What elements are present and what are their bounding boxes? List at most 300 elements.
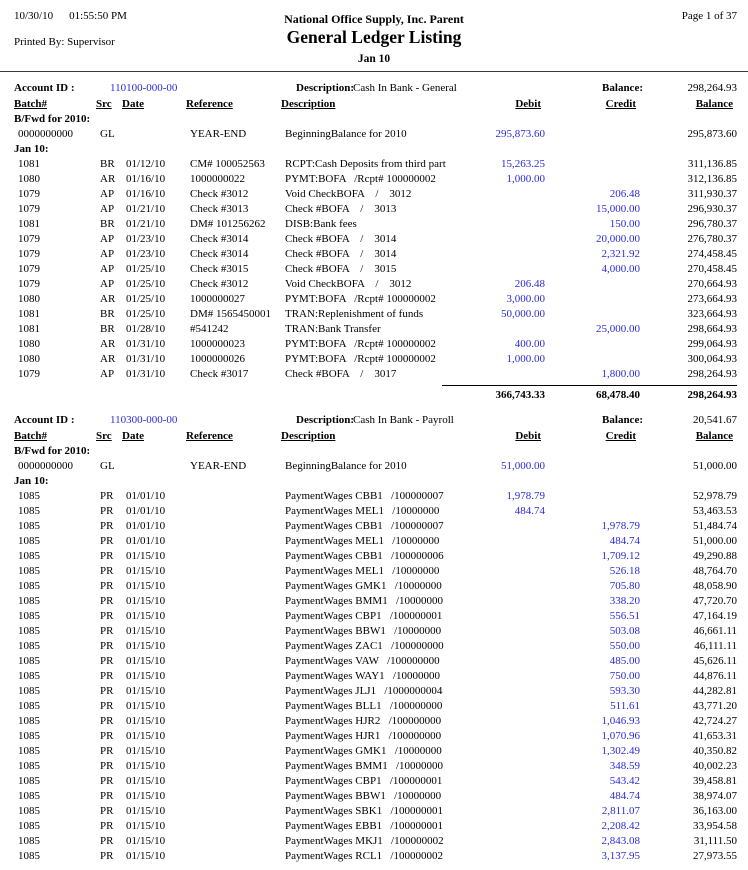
account-id-link[interactable]: 110100-000-00: [110, 82, 178, 94]
cell-batch: 1079: [18, 188, 40, 200]
cell-debit: [467, 187, 545, 202]
cell-batch: 1085: [18, 790, 40, 802]
cell-reference: YEAR-END: [190, 128, 247, 140]
cell-credit: [545, 127, 640, 142]
cell-src: PR: [100, 775, 114, 787]
table-row: [0, 459, 748, 474]
cell-description: PaymentWages MEL1 /10000000: [285, 565, 440, 577]
cell-src: PR: [100, 685, 114, 697]
report-time: 01:55:50 PM: [69, 10, 127, 22]
cell-debit: [467, 804, 545, 819]
cell-batch: 0000000000: [18, 460, 73, 472]
report-title: General Ledger Listing: [286, 27, 462, 47]
cell-description: PaymentWages BLL1 /100000000: [285, 700, 443, 712]
cell-reference: [190, 819, 285, 834]
cell-batch: 0000000000: [18, 128, 73, 140]
cell-date: 01/15/10: [126, 730, 166, 742]
cell-reference: [190, 564, 285, 579]
cell-credit[interactable]: 1,302.49: [601, 745, 640, 757]
cell-balance: 49,290.88: [693, 550, 737, 562]
cell-balance: 33,954.58: [693, 820, 737, 832]
cell-date: 01/15/10: [126, 700, 166, 712]
cell-src: PR: [100, 700, 114, 712]
cell-credit: [545, 172, 640, 187]
cell-reference: [190, 654, 285, 669]
cell-debit: [467, 684, 545, 699]
cell-src: PR: [100, 715, 114, 727]
cell-src: AP: [100, 263, 115, 275]
cell-balance: 43,771.20: [693, 700, 737, 712]
cell-batch: 1081: [18, 218, 40, 230]
cell-credit: [545, 292, 640, 307]
cell-debit[interactable]: 295,873.60: [495, 128, 545, 140]
cell-date: 01/28/10: [126, 323, 166, 335]
cell-credit[interactable]: 2,321.92: [601, 248, 640, 260]
cell-debit[interactable]: 1,978.79: [506, 490, 545, 502]
table-row: [0, 292, 748, 307]
cell-debit: [467, 367, 545, 382]
cell-reference: [190, 534, 285, 549]
cell-balance: 52,978.79: [693, 490, 737, 502]
cell-reference: [190, 669, 285, 684]
column-header-balance: Balance: [695, 98, 733, 110]
printed-by: Printed By: Supervisor: [14, 36, 115, 48]
cell-src: PR: [100, 490, 114, 502]
cell-credit[interactable]: 338.20: [609, 595, 640, 607]
cell-balance: 296,930.37: [687, 203, 737, 215]
cell-debit: [467, 624, 545, 639]
cell-debit: [467, 759, 545, 774]
cell-description: BeginningBalance for 2010: [285, 128, 407, 140]
cell-balance: 276,780.37: [687, 233, 737, 245]
cell-credit: [545, 489, 640, 504]
cell-debit: [467, 699, 545, 714]
cell-debit[interactable]: 3,000.00: [506, 293, 545, 305]
cell-src: AP: [100, 368, 115, 380]
table-row: [0, 202, 748, 217]
cell-balance: 48,058.90: [693, 580, 737, 592]
cell-src: AP: [100, 278, 115, 290]
cell-src: PR: [100, 835, 114, 847]
cell-balance: 40,350.82: [693, 745, 737, 757]
cell-batch: 1085: [18, 730, 40, 742]
cell-src: PR: [100, 670, 114, 682]
table-row: [0, 834, 748, 849]
cell-src: PR: [100, 820, 114, 832]
cell-reference: [190, 549, 285, 564]
cell-credit: [545, 504, 640, 519]
cell-reference: [190, 699, 285, 714]
cell-credit: [545, 459, 640, 474]
cell-credit[interactable]: 526.18: [609, 565, 640, 577]
cell-src: AR: [100, 173, 116, 185]
cell-batch: 1080: [18, 293, 40, 305]
cell-credit[interactable]: 511.61: [610, 700, 640, 712]
cell-debit[interactable]: 206.48: [514, 278, 545, 290]
cell-debit: [467, 579, 545, 594]
cell-src: AR: [100, 353, 116, 365]
cell-description: PaymentWages HJR2 /100000000: [285, 715, 442, 727]
cell-debit: [467, 262, 545, 277]
cell-reference: [190, 804, 285, 819]
cell-balance: 46,111.11: [694, 640, 737, 652]
cell-date: [126, 127, 190, 142]
cell-description: PaymentWages VAW /100000000: [285, 655, 440, 667]
cell-src: AP: [100, 203, 115, 215]
cell-src: AP: [100, 188, 115, 200]
cell-debit[interactable]: 51,000.00: [501, 460, 545, 472]
cell-batch: 1080: [18, 338, 40, 350]
cell-src: BR: [100, 323, 115, 335]
cell-description: Check #BOFA / 3014: [285, 248, 397, 260]
cell-credit[interactable]: 1,709.12: [601, 550, 640, 562]
cell-src: PR: [100, 625, 114, 637]
cell-src: AP: [100, 248, 115, 260]
cell-batch: 1085: [18, 520, 40, 532]
group-row: [0, 112, 748, 127]
cell-credit[interactable]: 484.74: [609, 535, 640, 547]
cell-batch: 1085: [18, 535, 40, 547]
cell-description: TRAN:Replenishment of funds: [285, 308, 424, 320]
cell-date: 01/25/10: [126, 278, 166, 290]
group-label: Jan 10:: [14, 475, 49, 487]
cell-reference: [190, 714, 285, 729]
cell-debit: [467, 744, 545, 759]
cell-balance: 46,661.11: [693, 625, 737, 637]
cell-balance: 311,136.85: [687, 158, 737, 170]
cell-balance: 44,282.81: [693, 685, 737, 697]
cell-src: PR: [100, 850, 114, 862]
cell-batch: 1085: [18, 715, 40, 727]
cell-balance: 51,484.74: [693, 520, 737, 532]
cell-debit: [467, 202, 545, 217]
account-balance: 298,264.93: [687, 82, 737, 94]
cell-description: PaymentWages MEL1 /10000000: [285, 535, 440, 547]
cell-date: 01/31/10: [126, 353, 166, 365]
cell-reference: Check #3014: [190, 248, 249, 260]
cell-date: 01/16/10: [126, 173, 166, 185]
cell-credit[interactable]: 1,046.93: [601, 715, 640, 727]
cell-balance: 270,458.45: [687, 263, 737, 275]
cell-balance: 295,873.60: [687, 128, 737, 140]
cell-balance: 53,463.53: [693, 505, 737, 517]
cell-credit[interactable]: 750.00: [609, 670, 640, 682]
column-header-batch: Batch#: [14, 430, 47, 442]
cell-src: PR: [100, 745, 114, 757]
cell-date: 01/15/10: [126, 835, 166, 847]
cell-src: PR: [100, 640, 114, 652]
table-row: [0, 714, 748, 729]
cell-src: PR: [100, 580, 114, 592]
cell-batch: 1085: [18, 760, 40, 772]
table-row: [0, 127, 748, 142]
cell-debit: [467, 322, 545, 337]
cell-balance: 273,664.93: [687, 293, 737, 305]
company-name: National Office Supply, Inc. Parent: [284, 12, 464, 26]
cell-date: 01/23/10: [126, 248, 166, 260]
account-id-label: Account ID :: [14, 82, 75, 94]
cell-src: AR: [100, 293, 116, 305]
cell-description: PYMT:BOFA /Rcpt# 100000002: [285, 353, 436, 365]
cell-src: PR: [100, 655, 114, 667]
cell-description: Check #BOFA / 3014: [285, 233, 397, 245]
cell-debit[interactable]: 50,000.00: [501, 308, 545, 320]
cell-balance: 40,002.23: [693, 760, 737, 772]
cell-debit: [467, 534, 545, 549]
account-id-label: Account ID :: [14, 414, 75, 426]
column-header-date: Date: [122, 98, 144, 110]
cell-debit[interactable]: 1,000.00: [506, 353, 545, 365]
cell-src: GL: [100, 460, 115, 472]
cell-description: PaymentWages CBB1 /100000007: [285, 520, 444, 532]
cell-src: PR: [100, 535, 114, 547]
table-row: [0, 352, 748, 367]
report-header: [0, 0, 748, 72]
cell-credit[interactable]: 25,000.00: [596, 323, 640, 335]
cell-reference: Check #3014: [190, 233, 249, 245]
cell-reference: [190, 789, 285, 804]
cell-batch: 1085: [18, 850, 40, 862]
cell-src: PR: [100, 505, 114, 517]
cell-date: 01/21/10: [126, 218, 166, 230]
table-row: [0, 187, 748, 202]
cell-description: PaymentWages BBW1 /10000000: [285, 790, 442, 802]
account-description: Cash In Bank - General: [353, 82, 457, 94]
table-row: [0, 367, 748, 382]
account-totals: [0, 385, 748, 403]
cell-date: 01/15/10: [126, 610, 166, 622]
cell-credit[interactable]: 593.30: [609, 685, 640, 697]
cell-balance: 27,973.55: [693, 850, 737, 862]
cell-credit[interactable]: 20,000.00: [596, 233, 640, 245]
cell-date: 01/15/10: [126, 805, 166, 817]
column-header-batch: Batch#: [14, 98, 47, 110]
cell-date: 01/25/10: [126, 308, 166, 320]
cell-reference: [190, 579, 285, 594]
accounts: [0, 72, 748, 864]
cell-description: Check #BOFA / 3015: [285, 263, 397, 275]
column-header-debit: Debit: [515, 430, 541, 442]
table-row: [0, 789, 748, 804]
table-row: [0, 262, 748, 277]
cell-batch: 1085: [18, 655, 40, 667]
cell-credit[interactable]: 705.80: [609, 580, 640, 592]
cell-src: BR: [100, 308, 115, 320]
account-balance-label: Balance:: [602, 414, 643, 426]
cell-reference: Check #3017: [190, 368, 249, 380]
cell-date: 01/31/10: [126, 338, 166, 350]
cell-credit[interactable]: 206.48: [609, 188, 640, 200]
cell-balance: 296,780.37: [687, 218, 737, 230]
table-row: [0, 549, 748, 564]
cell-reference: DM# 101256262: [190, 218, 266, 230]
cell-credit[interactable]: 2,208.42: [601, 820, 640, 832]
cell-credit[interactable]: 4,000.00: [601, 263, 640, 275]
cell-description: BeginningBalance for 2010: [285, 460, 407, 472]
table-row: [0, 609, 748, 624]
column-headers: [0, 96, 748, 112]
column-header-description: Description: [281, 98, 336, 110]
cell-date: 01/15/10: [126, 550, 166, 562]
cell-batch: 1081: [18, 158, 40, 170]
cell-description: PaymentWages BMM1 /10000000: [285, 760, 443, 772]
table-row: [0, 322, 748, 337]
table-row: [0, 217, 748, 232]
cell-reference: [190, 684, 285, 699]
cell-balance: 300,064.93: [687, 353, 737, 365]
cell-debit: [467, 729, 545, 744]
cell-src: PR: [100, 760, 114, 772]
cell-batch: 1079: [18, 248, 40, 260]
cell-credit[interactable]: 2,811.07: [601, 805, 640, 817]
cell-credit: [545, 352, 640, 367]
report-date: 10/30/10: [14, 10, 54, 22]
column-header-credit: Credit: [605, 98, 636, 110]
cell-balance: 38,974.07: [693, 790, 737, 802]
cell-src: BR: [100, 218, 115, 230]
cell-credit[interactable]: 1,800.00: [601, 368, 640, 380]
total-debit: 366,743.33: [442, 385, 545, 403]
cell-debit[interactable]: 484.74: [514, 505, 545, 517]
cell-description: Check #BOFA / 3013: [285, 203, 397, 215]
cell-debit: [467, 217, 545, 232]
cell-reference: [190, 774, 285, 789]
cell-batch: 1079: [18, 368, 40, 380]
cell-reference: 1000000027: [190, 293, 245, 305]
cell-reference: DM# 1565450001: [190, 308, 271, 320]
cell-debit[interactable]: 15,263.25: [501, 158, 545, 170]
table-row: [0, 337, 748, 352]
cell-date: 01/15/10: [126, 655, 166, 667]
table-row: [0, 307, 748, 322]
table-row: [0, 744, 748, 759]
column-header-reference: Reference: [186, 430, 233, 442]
account-header: [0, 413, 748, 428]
cell-balance: 44,876.11: [693, 670, 737, 682]
table-row: [0, 564, 748, 579]
cell-batch: 1079: [18, 233, 40, 245]
table-row: [0, 247, 748, 262]
cell-credit[interactable]: 15,000.00: [596, 203, 640, 215]
table-row: [0, 819, 748, 834]
cell-credit[interactable]: 550.00: [609, 640, 640, 652]
cell-batch: 1085: [18, 625, 40, 637]
cell-balance: 41,653.31: [693, 730, 737, 742]
cell-credit[interactable]: 3,137.95: [601, 850, 640, 862]
cell-credit[interactable]: 348.59: [609, 760, 640, 772]
cell-description: Void CheckBOFA / 3012: [285, 278, 412, 290]
cell-credit[interactable]: 485.00: [609, 655, 640, 667]
cell-reference: [190, 504, 285, 519]
cell-debit: [467, 247, 545, 262]
total-balance: 298,264.93: [640, 385, 737, 403]
cell-date: 01/01/10: [126, 490, 166, 502]
cell-credit[interactable]: 1,070.96: [601, 730, 640, 742]
cell-batch: 1085: [18, 685, 40, 697]
cell-date: 01/21/10: [126, 203, 166, 215]
cell-date: 01/15/10: [126, 850, 166, 862]
cell-credit[interactable]: 543.42: [609, 775, 640, 787]
cell-reference: [190, 489, 285, 504]
cell-batch: 1081: [18, 308, 40, 320]
column-header-balance: Balance: [695, 430, 733, 442]
cell-balance: 323,664.93: [687, 308, 737, 320]
cell-credit[interactable]: 503.08: [609, 625, 640, 637]
cell-balance: 274,458.45: [687, 248, 737, 260]
cell-batch: 1085: [18, 820, 40, 832]
cell-reference: YEAR-END: [190, 460, 247, 472]
cell-balance: 47,164.19: [693, 610, 737, 622]
cell-batch: 1085: [18, 745, 40, 757]
cell-credit[interactable]: 484.74: [609, 790, 640, 802]
cell-batch: 1085: [18, 595, 40, 607]
table-row: [0, 504, 748, 519]
cell-reference: Check #3015: [190, 263, 249, 275]
cell-src: PR: [100, 730, 114, 742]
cell-description: PaymentWages RCL1 /100000002: [285, 850, 443, 862]
cell-src: AR: [100, 338, 116, 350]
cell-date: 01/15/10: [126, 625, 166, 637]
cell-debit[interactable]: 1,000.00: [506, 173, 545, 185]
cell-debit[interactable]: 400.00: [514, 338, 545, 350]
cell-credit[interactable]: 150.00: [609, 218, 640, 230]
table-row: [0, 849, 748, 864]
cell-credit[interactable]: 556.51: [609, 610, 640, 622]
cell-description: PaymentWages CBP1 /100000001: [285, 610, 443, 622]
cell-credit[interactable]: 2,843.08: [601, 835, 640, 847]
cell-reference: 1000000022: [190, 173, 245, 185]
table-row: [0, 669, 748, 684]
group-label: B/Fwd for 2010:: [14, 113, 91, 125]
cell-credit: [545, 277, 640, 292]
cell-date: 01/15/10: [126, 685, 166, 697]
cell-debit: [467, 849, 545, 864]
cell-reference: [190, 834, 285, 849]
column-header-description: Description: [281, 430, 336, 442]
cell-balance: 51,000.00: [693, 535, 737, 547]
cell-date: 01/15/10: [126, 670, 166, 682]
account-section: [0, 413, 748, 864]
group-row: [0, 142, 748, 157]
cell-batch: 1079: [18, 263, 40, 275]
column-header-reference: Reference: [186, 98, 233, 110]
cell-date: 01/01/10: [126, 505, 166, 517]
table-row: [0, 172, 748, 187]
cell-reference: #541242: [190, 323, 229, 335]
cell-date: 01/15/10: [126, 745, 166, 757]
cell-description: PaymentWages MKJ1 /100000002: [285, 835, 444, 847]
cell-batch: 1085: [18, 565, 40, 577]
table-row: [0, 624, 748, 639]
cell-description: PaymentWages CBB1 /100000006: [285, 550, 444, 562]
cell-reference: 1000000023: [190, 338, 245, 350]
cell-credit[interactable]: 1,978.79: [601, 520, 640, 532]
cell-balance: 51,000.00: [693, 460, 737, 472]
cell-src: PR: [100, 610, 114, 622]
cell-balance: 31,111.50: [693, 835, 737, 847]
cell-debit: [467, 789, 545, 804]
page-number: Page 1 of 37: [681, 10, 737, 22]
cell-date: [126, 459, 190, 474]
column-header-src: Src: [96, 98, 112, 110]
cell-date: 01/15/10: [126, 640, 166, 652]
table-row: [0, 534, 748, 549]
cell-src: BR: [100, 158, 115, 170]
cell-debit: [467, 519, 545, 534]
account-id-link[interactable]: 110300-000-00: [110, 414, 178, 426]
cell-balance: 48,764.70: [693, 565, 737, 577]
cell-description: RCPT:Cash Deposits from third part: [285, 158, 446, 170]
